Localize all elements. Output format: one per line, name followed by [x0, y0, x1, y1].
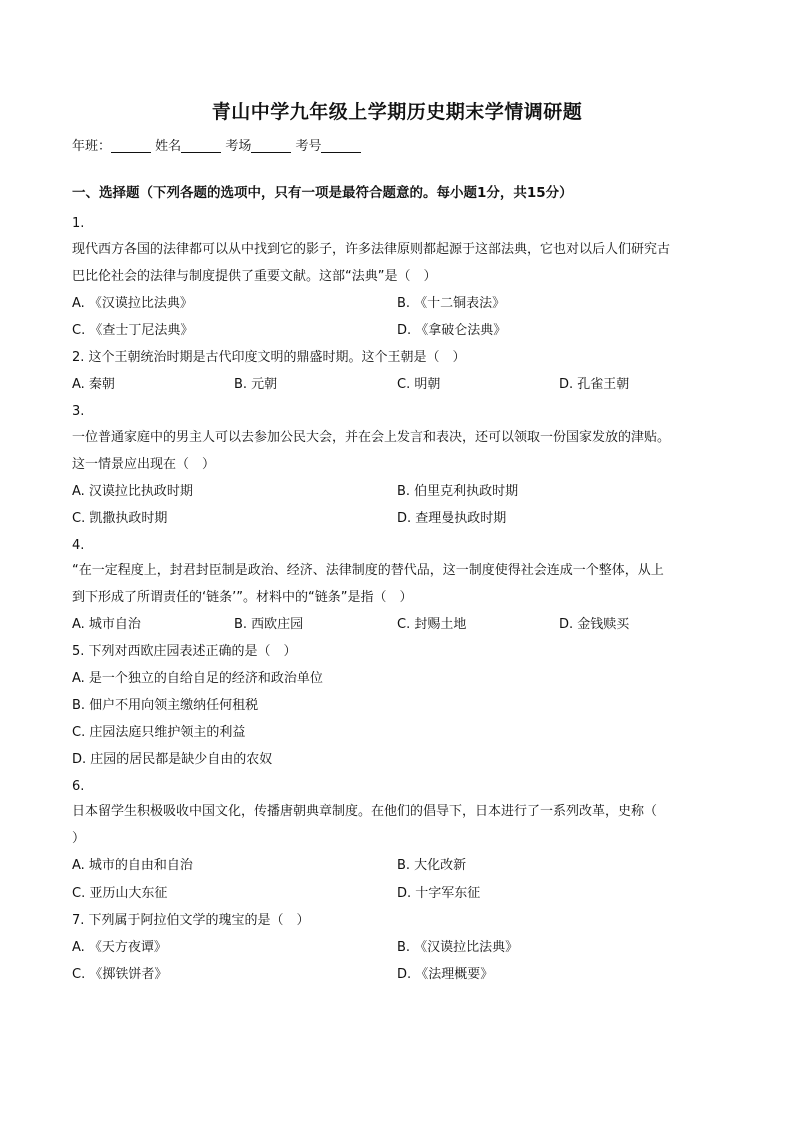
question-stem-line: 这一情景应出现在（ ）	[72, 457, 216, 472]
question-stem-line: 5. 下列对西欧庄园表述正确的是（ ）	[72, 644, 297, 659]
option-c[interactable]: C. 《掷铁饼者》	[72, 967, 168, 982]
option-a[interactable]: A. 是一个独立的自给自足的经济和政治单位	[72, 671, 323, 686]
option-d[interactable]: D. 金钱赎买	[559, 617, 630, 632]
question-number: 1.	[72, 216, 85, 231]
question-stem-line: 巴比伦社会的法律与制度提供了重要文献。这部“法典”是（ ）	[72, 269, 437, 284]
option-b[interactable]: B. 《汉谟拉比法典》	[397, 940, 519, 955]
option-d[interactable]: D. 《拿破仑法典》	[397, 323, 507, 338]
question-stem-line: 7. 下列属于阿拉伯文学的瑰宝的是（ ）	[72, 913, 310, 928]
option-b[interactable]: B. 《十二铜表法》	[397, 296, 506, 311]
page-title: 青山中学九年级上学期历史期末学情调研题	[211, 101, 583, 123]
student-info-line	[72, 138, 361, 156]
option-c[interactable]: C. 亚历山大东征	[72, 886, 168, 901]
option-d[interactable]: D. 《法理概要》	[397, 967, 494, 982]
question-stem-line: 一位普通家庭中的男主人可以去参加公民大会，并在会上发言和表决，还可以领取一份国家发放的津贴。	[72, 430, 671, 445]
option-a[interactable]: A. 《天方夜谭》	[72, 940, 167, 955]
option-a[interactable]: A. 城市的自由和自治	[72, 858, 193, 873]
name-label: 姓名	[155, 139, 182, 154]
option-c[interactable]: C. 庄园法庭只维护领主的利益	[72, 725, 246, 740]
option-a[interactable]: A. 城市自治	[72, 617, 141, 632]
option-a[interactable]: A. 《汉谟拉比法典》	[72, 296, 193, 311]
option-a[interactable]: A. 汉谟拉比执政时期	[72, 484, 193, 499]
question-stem-line: ）	[72, 831, 86, 846]
question-stem-line: 现代西方各国的法律都可以从中找到它的影子，许多法律原则都起源于这部法典，它也对以后人们研究古	[72, 242, 671, 257]
question-stem-line: 到下形成了所谓责任的‘链条’”。材料中的“链条”是指（ ）	[72, 590, 413, 605]
room-blank[interactable]	[251, 138, 291, 153]
option-d[interactable]: D. 孔雀王朝	[559, 377, 630, 392]
number-blank[interactable]	[321, 138, 361, 153]
question-number: 4.	[72, 538, 85, 553]
question-stem-line: “在一定程度上，封君封臣制是政治、经济、法律制度的替代品，这一制度使得社会连成一个整体，从上	[72, 563, 664, 578]
question-number: 3.	[72, 404, 85, 419]
option-c[interactable]: C. 明朝	[397, 377, 441, 392]
question-stem-line: 2. 这个王朝统治时期是古代印度文明的鼎盛时期。这个王朝是（ ）	[72, 350, 466, 365]
question-stem-line: 日本留学生积极吸收中国文化，传播唐朝典章制度。在他们的倡导下，日本进行了一系列改革，史称（	[72, 804, 658, 819]
option-b[interactable]: B. 西欧庄园	[234, 617, 304, 632]
option-c[interactable]: C. 凯撒执政时期	[72, 511, 168, 526]
option-a[interactable]: A. 秦朝	[72, 377, 115, 392]
section-heading: 一、选择题（下列各题的选项中，只有一项是最符合题意的。每小题1分，共15分）	[72, 185, 573, 201]
option-b[interactable]: B. 元朝	[234, 377, 278, 392]
option-d[interactable]: D. 查理曼执政时期	[397, 511, 507, 526]
class-blank[interactable]	[111, 138, 151, 153]
option-d[interactable]: D. 十字军东征	[397, 886, 481, 901]
number-label: 考号	[295, 139, 322, 154]
option-d[interactable]: D. 庄园的居民都是缺少自由的农奴	[72, 752, 273, 767]
class-label: 年班：	[72, 139, 112, 154]
option-b[interactable]: B. 大化改新	[397, 858, 467, 873]
room-label: 考场	[225, 139, 252, 154]
option-c[interactable]: C. 封赐土地	[397, 617, 467, 632]
option-c[interactable]: C. 《查士丁尼法典》	[72, 323, 194, 338]
question-number: 6.	[72, 779, 85, 794]
option-b[interactable]: B. 佃户不用向领主缴纳任何租税	[72, 698, 259, 713]
name-blank[interactable]	[181, 138, 221, 153]
option-b[interactable]: B. 伯里克利执政时期	[397, 484, 519, 499]
